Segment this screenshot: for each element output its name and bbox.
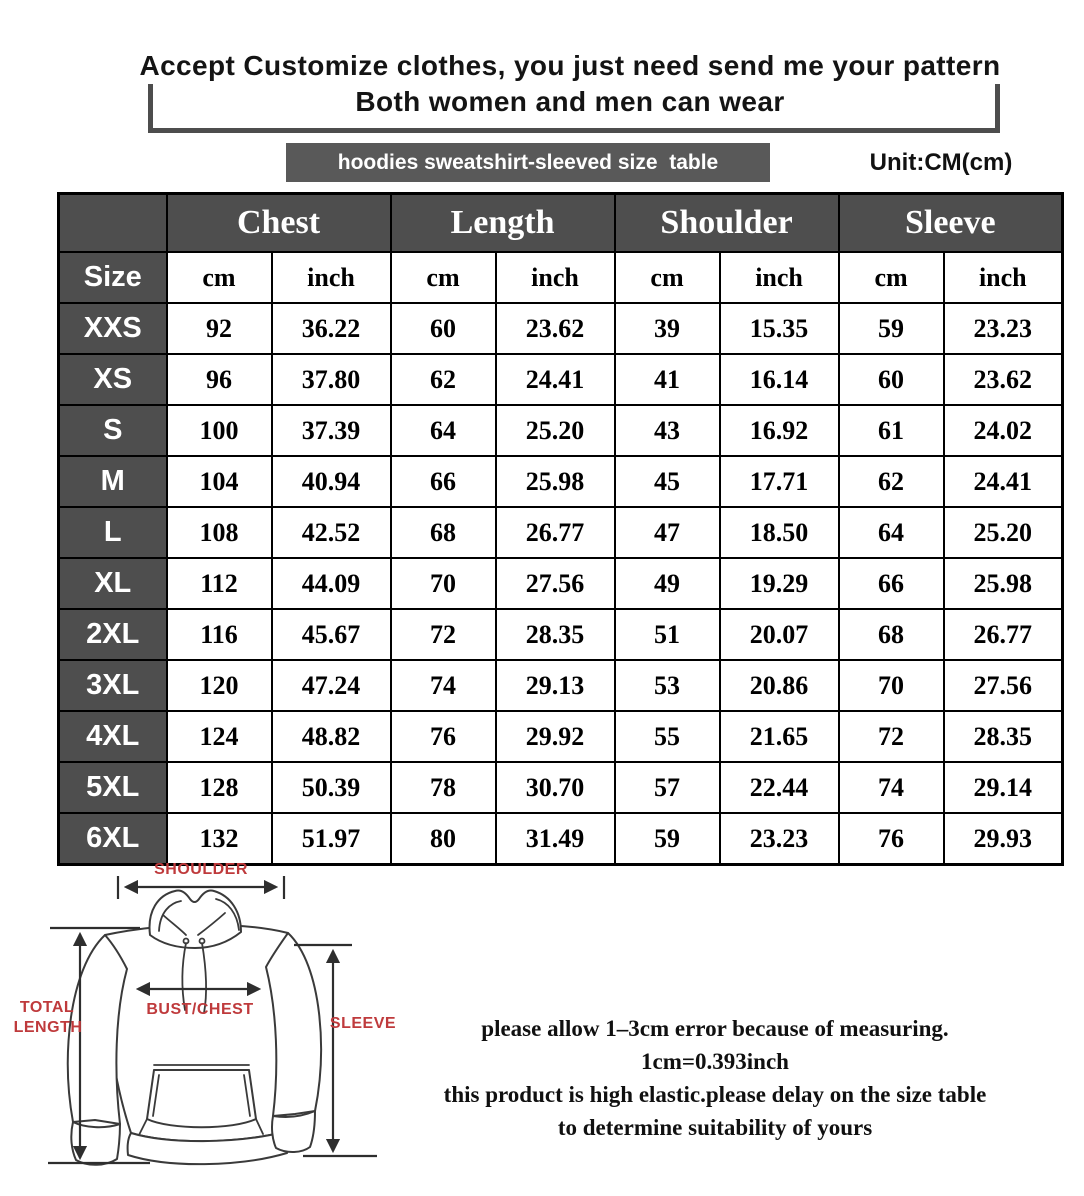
hoodie-hood xyxy=(150,890,241,948)
total-length-label-2: LENGTH xyxy=(13,1019,83,1036)
title-line-2: Both women and men can wear xyxy=(355,86,785,117)
value-cell: 37.39 xyxy=(272,405,391,456)
value-cell: 59 xyxy=(839,303,944,354)
subheader-chest-cm: cm xyxy=(167,252,272,303)
group-header-row xyxy=(59,194,1063,253)
value-cell: 50.39 xyxy=(272,762,391,813)
value-cell: 47 xyxy=(615,507,720,558)
value-cell: 128 xyxy=(167,762,272,813)
size-table xyxy=(57,192,1064,866)
value-cell: 17.71 xyxy=(720,456,839,507)
value-cell: 68 xyxy=(391,507,496,558)
value-cell: 51.97 xyxy=(272,813,391,865)
group-header-sleeve: Sleeve xyxy=(839,194,1063,253)
value-cell: 27.56 xyxy=(944,660,1063,711)
value-cell: 26.77 xyxy=(496,507,615,558)
value-cell: 80 xyxy=(391,813,496,865)
value-cell: 28.35 xyxy=(496,609,615,660)
value-cell: 60 xyxy=(391,303,496,354)
subheader-shoulder-inch: inch xyxy=(720,252,839,303)
value-cell: 108 xyxy=(167,507,272,558)
value-cell: 78 xyxy=(391,762,496,813)
value-cell: 29.93 xyxy=(944,813,1063,865)
hoodie-measurement-diagram xyxy=(0,855,430,1195)
size-label: 5XL xyxy=(59,762,167,813)
value-cell: 55 xyxy=(615,711,720,762)
size-label: XS xyxy=(59,354,167,405)
subheader-shoulder-cm: cm xyxy=(615,252,720,303)
value-cell: 48.82 xyxy=(272,711,391,762)
value-cell: 25.20 xyxy=(496,405,615,456)
value-cell: 24.02 xyxy=(944,405,1063,456)
value-cell: 62 xyxy=(391,354,496,405)
value-cell: 66 xyxy=(839,558,944,609)
value-cell: 15.35 xyxy=(720,303,839,354)
value-cell: 49 xyxy=(615,558,720,609)
value-cell: 42.52 xyxy=(272,507,391,558)
value-cell: 68 xyxy=(839,609,944,660)
subheader-length-cm: cm xyxy=(391,252,496,303)
value-cell: 21.65 xyxy=(720,711,839,762)
value-cell: 104 xyxy=(167,456,272,507)
size-label: 3XL xyxy=(59,660,167,711)
notes xyxy=(390,1012,1040,1144)
value-cell: 116 xyxy=(167,609,272,660)
size-label: 2XL xyxy=(59,609,167,660)
value-cell: 72 xyxy=(391,609,496,660)
value-cell: 45 xyxy=(615,456,720,507)
value-cell: 47.24 xyxy=(272,660,391,711)
size-label: L xyxy=(59,507,167,558)
table-row xyxy=(59,354,1063,405)
subheader-sleeve-cm: cm xyxy=(839,252,944,303)
value-cell: 120 xyxy=(167,660,272,711)
corner-cell xyxy=(59,194,167,253)
value-cell: 41 xyxy=(615,354,720,405)
value-cell: 23.23 xyxy=(720,813,839,865)
value-cell: 16.14 xyxy=(720,354,839,405)
value-cell: 64 xyxy=(839,507,944,558)
value-cell: 62 xyxy=(839,456,944,507)
size-label: S xyxy=(59,405,167,456)
hoodie-pocket xyxy=(147,1070,256,1127)
value-cell: 45.67 xyxy=(272,609,391,660)
value-cell: 25.98 xyxy=(496,456,615,507)
value-cell: 100 xyxy=(167,405,272,456)
note-line-1: please allow 1–3cm error because of measuring. xyxy=(481,1016,949,1041)
table-row xyxy=(59,558,1063,609)
size-label: 4XL xyxy=(59,711,167,762)
table-row xyxy=(59,609,1063,660)
value-cell: 37.80 xyxy=(272,354,391,405)
note-line-4: to determine suitability of yours xyxy=(557,1115,873,1140)
value-cell: 43 xyxy=(615,405,720,456)
size-label: XL xyxy=(59,558,167,609)
value-cell: 25.98 xyxy=(944,558,1063,609)
table-title-banner: hoodies sweatshirt-sleeved size table xyxy=(286,143,770,182)
value-cell: 70 xyxy=(391,558,496,609)
hoodie-left-cuff xyxy=(71,1122,120,1165)
value-cell: 70 xyxy=(839,660,944,711)
table-row xyxy=(59,660,1063,711)
note-line-2: 1cm=0.393inch xyxy=(641,1049,789,1074)
table-row xyxy=(59,507,1063,558)
table-row xyxy=(59,303,1063,354)
value-cell: 44.09 xyxy=(272,558,391,609)
value-cell: 25.20 xyxy=(944,507,1063,558)
size-header: Size xyxy=(59,252,167,303)
note-line-3: this product is high elastic.please delay on the size table xyxy=(443,1082,987,1107)
value-cell: 29.13 xyxy=(496,660,615,711)
value-cell: 23.23 xyxy=(944,303,1063,354)
value-cell: 61 xyxy=(839,405,944,456)
value-cell: 59 xyxy=(615,813,720,865)
value-cell: 18.50 xyxy=(720,507,839,558)
value-cell: 57 xyxy=(615,762,720,813)
value-cell: 22.44 xyxy=(720,762,839,813)
subheader-sleeve-inch: inch xyxy=(944,252,1063,303)
unit-label: Unit:CM(cm) xyxy=(869,149,1013,176)
value-cell: 124 xyxy=(167,711,272,762)
value-cell: 132 xyxy=(167,813,272,865)
value-cell: 27.56 xyxy=(496,558,615,609)
size-label: M xyxy=(59,456,167,507)
total-length-label-1: TOTAL xyxy=(19,999,75,1016)
value-cell: 36.22 xyxy=(272,303,391,354)
bust-chest-label: BUST/CHEST xyxy=(146,1001,254,1018)
table-row xyxy=(59,762,1063,813)
value-cell: 74 xyxy=(391,660,496,711)
title-line-1: Accept Customize clothes, you just need send me your pattern xyxy=(139,50,1001,81)
value-cell: 64 xyxy=(391,405,496,456)
value-cell: 29.92 xyxy=(496,711,615,762)
value-cell: 66 xyxy=(391,456,496,507)
value-cell: 40.94 xyxy=(272,456,391,507)
value-cell: 112 xyxy=(167,558,272,609)
value-cell: 23.62 xyxy=(496,303,615,354)
sub-header-row xyxy=(59,252,1063,303)
table-row xyxy=(59,405,1063,456)
value-cell: 51 xyxy=(615,609,720,660)
value-cell: 29.14 xyxy=(944,762,1063,813)
size-label: 6XL xyxy=(59,813,167,865)
group-header-length: Length xyxy=(391,194,615,253)
value-cell: 74 xyxy=(839,762,944,813)
value-cell: 72 xyxy=(839,711,944,762)
value-cell: 28.35 xyxy=(944,711,1063,762)
size-label: XXS xyxy=(59,303,167,354)
value-cell: 60 xyxy=(839,354,944,405)
subheader-length-inch: inch xyxy=(496,252,615,303)
value-cell: 19.29 xyxy=(720,558,839,609)
hoodie-right-cuff xyxy=(272,1111,315,1152)
table-row xyxy=(59,456,1063,507)
value-cell: 16.92 xyxy=(720,405,839,456)
group-header-shoulder: Shoulder xyxy=(615,194,839,253)
hoodie-outline xyxy=(68,890,321,1164)
value-cell: 96 xyxy=(167,354,272,405)
value-cell: 24.41 xyxy=(944,456,1063,507)
value-cell: 92 xyxy=(167,303,272,354)
value-cell: 53 xyxy=(615,660,720,711)
group-header-chest: Chest xyxy=(167,194,391,253)
value-cell: 76 xyxy=(391,711,496,762)
sleeve-label: SLEEVE xyxy=(329,1015,397,1032)
subheader-chest-inch: inch xyxy=(272,252,391,303)
value-cell: 20.86 xyxy=(720,660,839,711)
value-cell: 39 xyxy=(615,303,720,354)
page-title xyxy=(90,48,1050,120)
value-cell: 76 xyxy=(839,813,944,865)
value-cell: 23.62 xyxy=(944,354,1063,405)
shoulder-label: SHOULDER xyxy=(154,861,248,878)
value-cell: 31.49 xyxy=(496,813,615,865)
value-cell: 20.07 xyxy=(720,609,839,660)
table-row xyxy=(59,711,1063,762)
value-cell: 24.41 xyxy=(496,354,615,405)
value-cell: 26.77 xyxy=(944,609,1063,660)
value-cell: 30.70 xyxy=(496,762,615,813)
